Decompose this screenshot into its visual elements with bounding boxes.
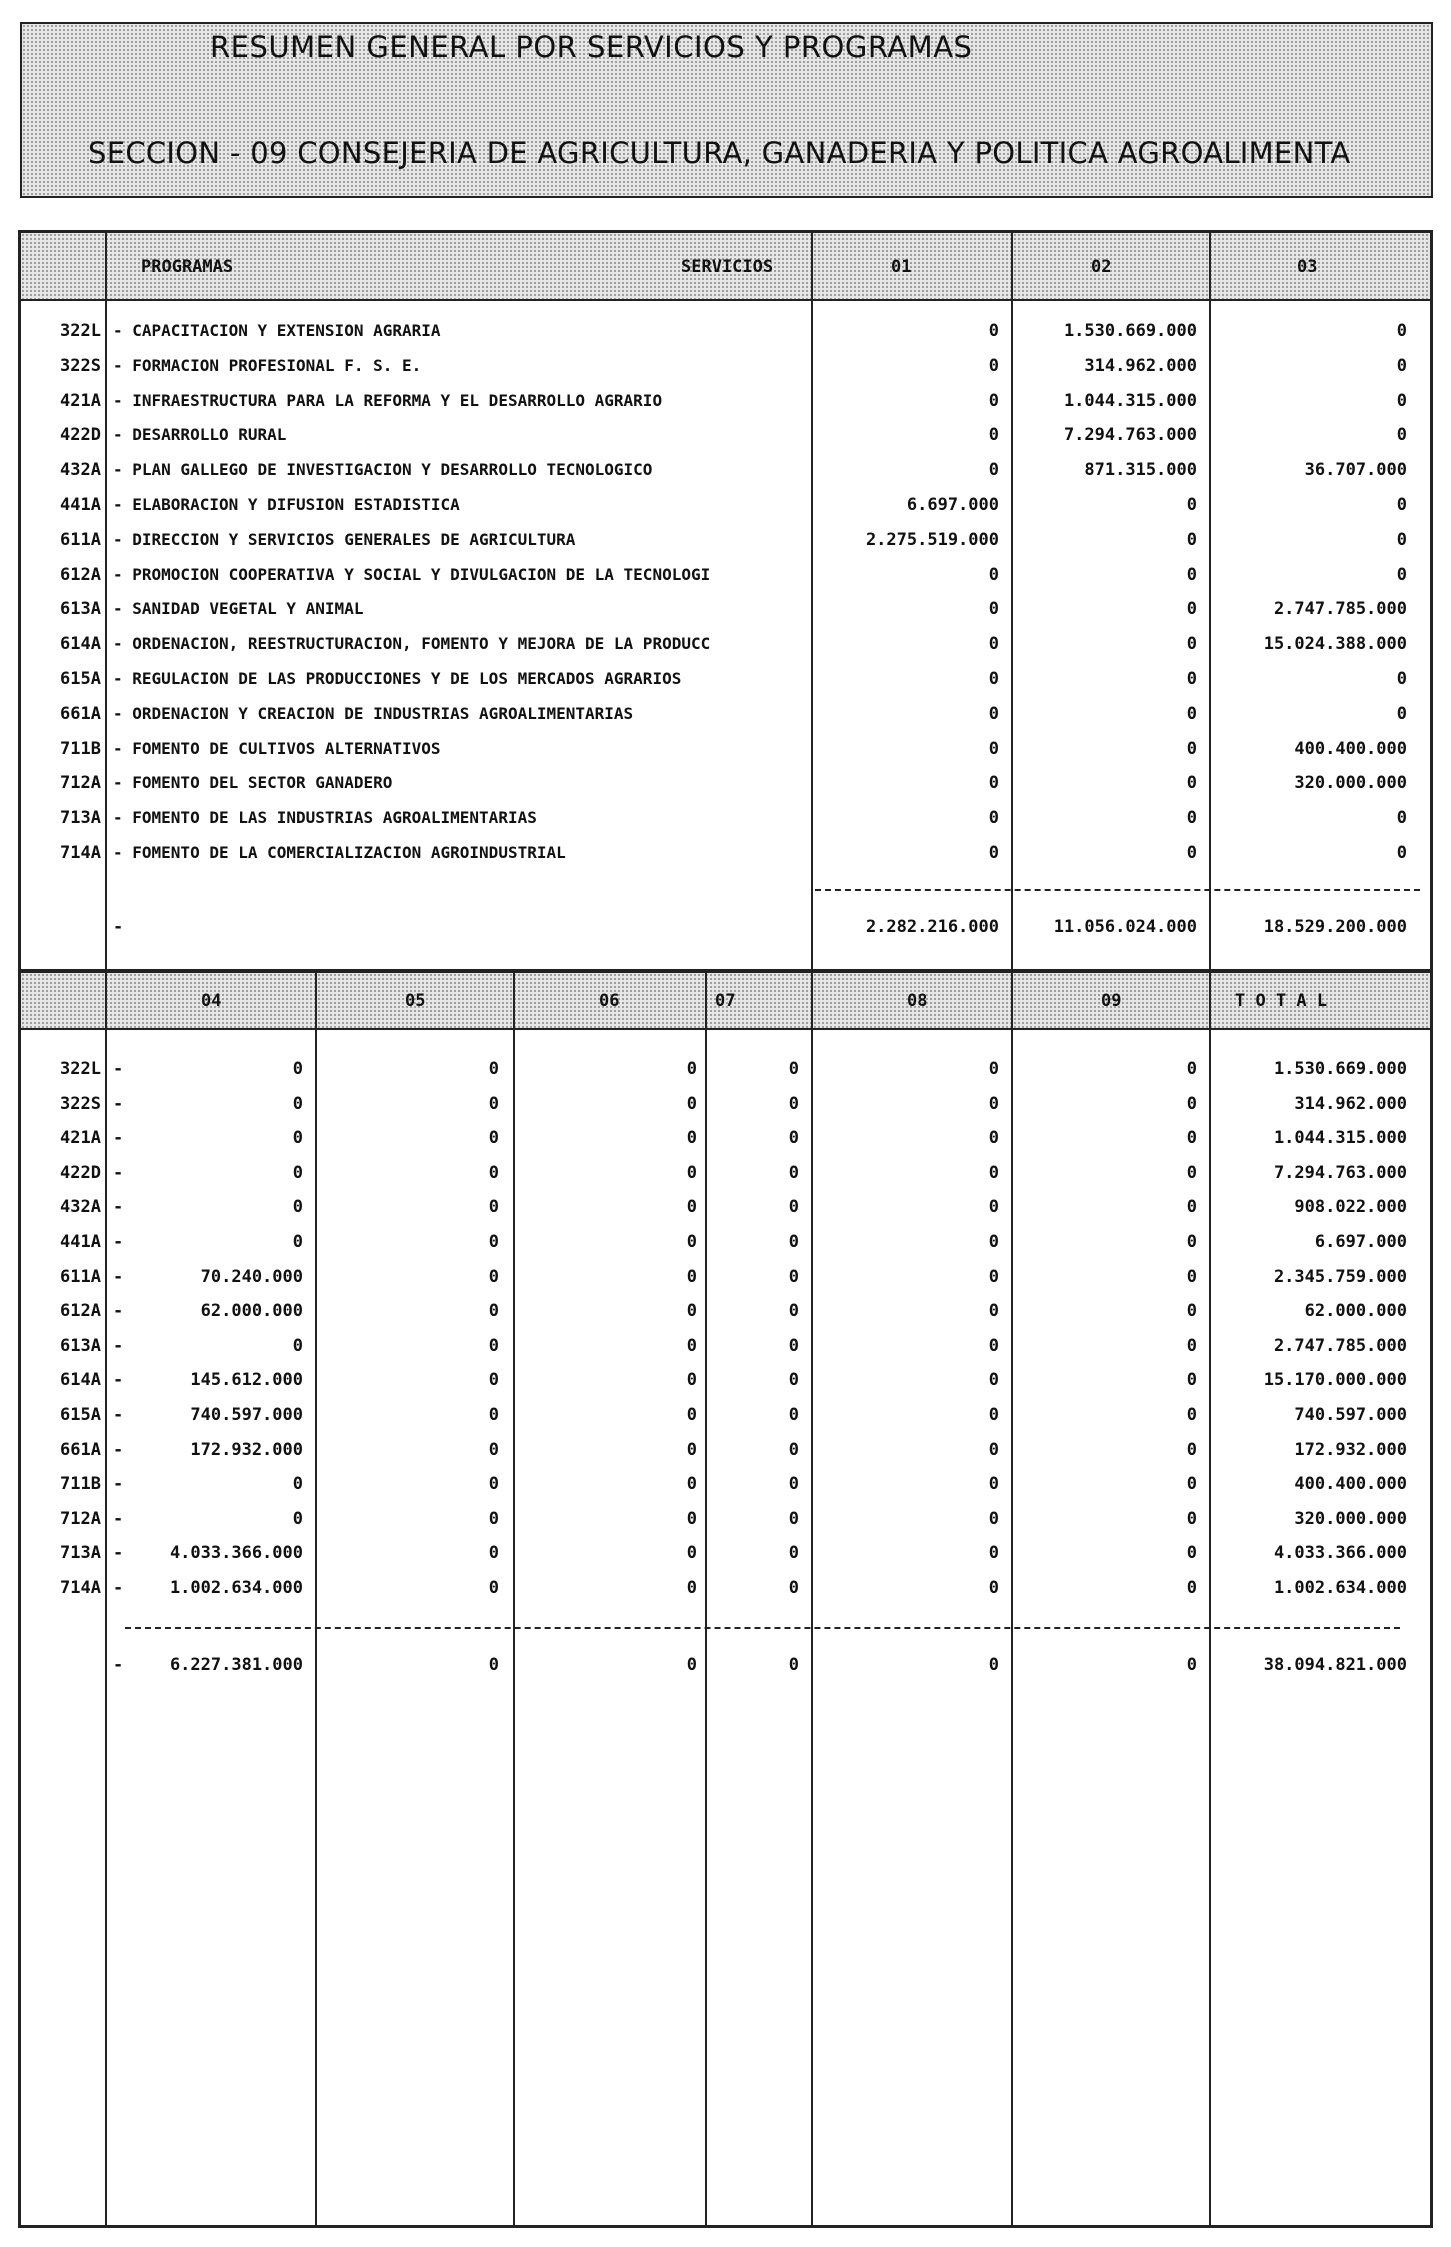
program-code: 441A bbox=[60, 495, 101, 515]
services-table-01-03 bbox=[18, 230, 1433, 972]
column-divider bbox=[1209, 973, 1211, 2225]
program-code: 614A bbox=[60, 634, 101, 655]
row-marker: - bbox=[113, 1578, 124, 1598]
service-07-value: 0 bbox=[788, 1197, 799, 1218]
program-code: 422D bbox=[60, 1162, 101, 1183]
program-code: 432A bbox=[60, 1197, 101, 1218]
service-04-value: 0 bbox=[292, 1162, 303, 1183]
service-01-value: 0 bbox=[988, 703, 999, 724]
service-06-value: 0 bbox=[686, 1162, 697, 1183]
row-total-value: 7.294.763.000 bbox=[1273, 1162, 1407, 1183]
service-08-value: 0 bbox=[988, 1162, 999, 1183]
service-05-value: 0 bbox=[488, 1197, 499, 1218]
service-03-value: 320.000.000 bbox=[1294, 773, 1407, 794]
service-02-value: 0 bbox=[1186, 703, 1197, 724]
column-divider bbox=[1209, 233, 1211, 969]
service-09-value: 0 bbox=[1186, 1335, 1197, 1356]
service-07-value: 0 bbox=[788, 1405, 799, 1425]
service-03-value: 0 bbox=[1396, 669, 1407, 689]
service-08-value: 0 bbox=[988, 1578, 999, 1598]
column-divider bbox=[105, 973, 107, 2225]
service-06-value: 0 bbox=[686, 1266, 697, 1287]
header-service-09: 09 bbox=[1101, 991, 1122, 1011]
service-09-value: 0 bbox=[1186, 1474, 1197, 1495]
total-row-marker: - bbox=[113, 917, 124, 937]
service-01-value: 0 bbox=[988, 773, 999, 794]
program-description: - PROMOCION COOPERATIVA Y SOCIAL Y DIVULGACION DE LA TECNOLOGI bbox=[113, 564, 711, 584]
service-09-value: 0 bbox=[1186, 1370, 1197, 1391]
program-description: - FOMENTO DEL SECTOR GANADERO bbox=[113, 773, 393, 793]
program-code: 421A bbox=[60, 390, 101, 411]
row-marker: - bbox=[113, 1093, 124, 1114]
program-code: 611A bbox=[60, 1266, 101, 1287]
program-code: 322S bbox=[60, 355, 101, 376]
service-09-value: 0 bbox=[1186, 1578, 1197, 1598]
program-description: - ORDENACION, REESTRUCTURACION, FOMENTO Y MEJORA DE LA PRODUCC bbox=[113, 634, 711, 654]
program-code: 661A bbox=[60, 1439, 101, 1460]
grand-total: 38.094.821.000 bbox=[1263, 1655, 1407, 1675]
service-06-value: 0 bbox=[686, 1232, 697, 1252]
program-code: 712A bbox=[60, 773, 101, 794]
total-service-09: 0 bbox=[1186, 1655, 1197, 1675]
service-05-value: 0 bbox=[488, 1162, 499, 1183]
program-description: - ELABORACION Y DIFUSION ESTADISTICA bbox=[113, 495, 460, 514]
program-description: - CAPACITACION Y EXTENSION AGRARIA bbox=[113, 321, 441, 340]
program-description: - INFRAESTRUCTURA PARA LA REFORMA Y EL DESARROLLO AGRARIO bbox=[113, 390, 663, 410]
service-07-value: 0 bbox=[788, 1370, 799, 1391]
program-code: 611A bbox=[60, 529, 101, 550]
row-marker: - bbox=[113, 1128, 124, 1149]
total-separator bbox=[815, 889, 1420, 891]
column-divider bbox=[315, 973, 317, 2225]
header-service-03: 03 bbox=[1297, 257, 1318, 277]
column-divider bbox=[1011, 973, 1013, 2225]
report-title: RESUMEN GENERAL POR SERVICIOS Y PROGRAMAS bbox=[210, 30, 973, 64]
total-row-marker: - bbox=[113, 1655, 124, 1675]
header-service-02: 02 bbox=[1091, 257, 1112, 277]
service-08-value: 0 bbox=[988, 1405, 999, 1425]
header-service-07: 07 bbox=[715, 991, 736, 1011]
service-05-value: 0 bbox=[488, 1370, 499, 1391]
service-02-value: 0 bbox=[1186, 634, 1197, 655]
row-total-value: 15.170.000.000 bbox=[1263, 1370, 1407, 1391]
service-07-value: 0 bbox=[788, 1543, 799, 1564]
header-programas: PROGRAMAS bbox=[141, 257, 234, 277]
program-description: - DESARROLLO RURAL bbox=[113, 425, 287, 445]
service-06-value: 0 bbox=[686, 1370, 697, 1391]
program-code: 432A bbox=[60, 460, 101, 481]
row-marker: - bbox=[113, 1059, 124, 1079]
service-08-value: 0 bbox=[988, 1508, 999, 1529]
service-02-value: 0 bbox=[1186, 599, 1197, 620]
service-05-value: 0 bbox=[488, 1059, 499, 1079]
service-05-value: 0 bbox=[488, 1266, 499, 1287]
service-03-value: 0 bbox=[1396, 703, 1407, 724]
service-01-value: 0 bbox=[988, 843, 999, 863]
service-06-value: 0 bbox=[686, 1093, 697, 1114]
row-total-value: 2.345.759.000 bbox=[1273, 1266, 1407, 1287]
service-05-value: 0 bbox=[488, 1508, 499, 1529]
service-01-value: 0 bbox=[988, 669, 999, 689]
service-02-value: 0 bbox=[1186, 529, 1197, 550]
row-total-value: 1.002.634.000 bbox=[1273, 1578, 1407, 1598]
program-code: 322L bbox=[60, 321, 101, 341]
service-06-value: 0 bbox=[686, 1059, 697, 1079]
program-description: - FOMENTO DE LAS INDUSTRIAS AGROALIMENTARIAS bbox=[113, 808, 537, 828]
service-07-value: 0 bbox=[788, 1162, 799, 1183]
service-07-value: 0 bbox=[788, 1059, 799, 1079]
service-03-value: 0 bbox=[1396, 495, 1407, 515]
service-07-value: 0 bbox=[788, 1301, 799, 1322]
column-divider bbox=[1011, 233, 1013, 969]
service-05-value: 0 bbox=[488, 1232, 499, 1252]
service-07-value: 0 bbox=[788, 1093, 799, 1114]
service-02-value: 1.530.669.000 bbox=[1063, 321, 1197, 341]
report-title-box bbox=[20, 22, 1433, 198]
service-03-value: 36.707.000 bbox=[1304, 460, 1407, 481]
service-08-value: 0 bbox=[988, 1197, 999, 1218]
service-09-value: 0 bbox=[1186, 1439, 1197, 1460]
services-table-04-total bbox=[18, 970, 1433, 2228]
row-total-value: 4.033.366.000 bbox=[1273, 1543, 1407, 1564]
header-servicios: SERVICIOS bbox=[681, 257, 774, 277]
service-09-value: 0 bbox=[1186, 1266, 1197, 1287]
row-total-value: 172.932.000 bbox=[1294, 1439, 1407, 1460]
service-03-value: 0 bbox=[1396, 564, 1407, 585]
service-08-value: 0 bbox=[988, 1439, 999, 1460]
row-marker: - bbox=[113, 1162, 124, 1183]
program-code: 712A bbox=[60, 1508, 101, 1529]
row-total-value: 320.000.000 bbox=[1294, 1508, 1407, 1529]
service-03-value: 0 bbox=[1396, 529, 1407, 550]
header-service-04: 04 bbox=[201, 991, 222, 1011]
service-02-value: 0 bbox=[1186, 495, 1197, 515]
program-code: 711B bbox=[60, 738, 101, 759]
service-08-value: 0 bbox=[988, 1059, 999, 1079]
column-divider bbox=[811, 973, 813, 2225]
service-04-value: 0 bbox=[292, 1232, 303, 1252]
service-08-value: 0 bbox=[988, 1232, 999, 1252]
service-03-value: 15.024.388.000 bbox=[1263, 634, 1407, 655]
header-total: T O T A L bbox=[1235, 991, 1328, 1011]
service-06-value: 0 bbox=[686, 1543, 697, 1564]
service-06-value: 0 bbox=[686, 1335, 697, 1356]
service-09-value: 0 bbox=[1186, 1405, 1197, 1425]
total-service-02: 11.056.024.000 bbox=[1053, 917, 1197, 937]
service-02-value: 0 bbox=[1186, 738, 1197, 759]
service-09-value: 0 bbox=[1186, 1128, 1197, 1149]
service-01-value: 0 bbox=[988, 599, 999, 620]
service-05-value: 0 bbox=[488, 1543, 499, 1564]
service-03-value: 0 bbox=[1396, 390, 1407, 411]
program-code: 613A bbox=[60, 1335, 101, 1356]
service-04-value: 0 bbox=[292, 1128, 303, 1149]
service-05-value: 0 bbox=[488, 1128, 499, 1149]
service-04-value: 1.002.634.000 bbox=[169, 1578, 303, 1598]
total-service-01: 2.282.216.000 bbox=[865, 917, 999, 937]
service-01-value: 0 bbox=[988, 738, 999, 759]
row-total-value: 908.022.000 bbox=[1294, 1197, 1407, 1218]
service-03-value: 2.747.785.000 bbox=[1273, 599, 1407, 620]
program-description: - FOMENTO DE LA COMERCIALIZACION AGROINDUSTRIAL bbox=[113, 843, 566, 862]
program-description: - DIRECCION Y SERVICIOS GENERALES DE AGRICULTURA bbox=[113, 529, 576, 549]
column-divider bbox=[811, 233, 813, 969]
program-code: 714A bbox=[60, 843, 101, 863]
service-04-value: 0 bbox=[292, 1474, 303, 1495]
service-07-value: 0 bbox=[788, 1266, 799, 1287]
service-04-value: 0 bbox=[292, 1093, 303, 1114]
service-07-value: 0 bbox=[788, 1508, 799, 1529]
service-01-value: 0 bbox=[988, 355, 999, 376]
row-marker: - bbox=[113, 1266, 124, 1287]
service-02-value: 0 bbox=[1186, 808, 1197, 829]
service-04-value: 740.597.000 bbox=[190, 1405, 303, 1425]
row-marker: - bbox=[113, 1405, 124, 1425]
total-service-08: 0 bbox=[988, 1655, 999, 1675]
service-07-value: 0 bbox=[788, 1128, 799, 1149]
row-total-value: 400.400.000 bbox=[1294, 1474, 1407, 1495]
service-06-value: 0 bbox=[686, 1474, 697, 1495]
program-code: 614A bbox=[60, 1370, 101, 1391]
service-05-value: 0 bbox=[488, 1405, 499, 1425]
header-service-08: 08 bbox=[907, 991, 928, 1011]
service-08-value: 0 bbox=[988, 1335, 999, 1356]
service-08-value: 0 bbox=[988, 1128, 999, 1149]
service-04-value: 62.000.000 bbox=[200, 1301, 303, 1322]
program-code: 615A bbox=[60, 669, 101, 689]
service-03-value: 0 bbox=[1396, 355, 1407, 376]
program-code: 711B bbox=[60, 1474, 101, 1495]
service-07-value: 0 bbox=[788, 1335, 799, 1356]
program-code: 422D bbox=[60, 425, 101, 446]
row-total-value: 314.962.000 bbox=[1294, 1093, 1407, 1114]
program-code: 612A bbox=[60, 564, 101, 585]
row-marker: - bbox=[113, 1197, 124, 1218]
program-code: 441A bbox=[60, 1232, 101, 1252]
row-marker: - bbox=[113, 1232, 124, 1252]
service-09-value: 0 bbox=[1186, 1162, 1197, 1183]
service-01-value: 0 bbox=[988, 634, 999, 655]
service-09-value: 0 bbox=[1186, 1197, 1197, 1218]
program-description: - FORMACION PROFESIONAL F. S. E. bbox=[113, 355, 422, 375]
service-04-value: 145.612.000 bbox=[190, 1370, 303, 1391]
total-service-06: 0 bbox=[686, 1655, 697, 1675]
row-total-value: 62.000.000 bbox=[1304, 1301, 1407, 1322]
program-code: 713A bbox=[60, 808, 101, 829]
program-description: - ORDENACION Y CREACION DE INDUSTRIAS AGROALIMENTARIAS bbox=[113, 703, 634, 723]
total-service-05: 0 bbox=[488, 1655, 499, 1675]
service-03-value: 0 bbox=[1396, 425, 1407, 446]
service-07-value: 0 bbox=[788, 1232, 799, 1252]
service-01-value: 0 bbox=[988, 390, 999, 411]
program-code: 713A bbox=[60, 1543, 101, 1564]
row-total-value: 740.597.000 bbox=[1294, 1405, 1407, 1425]
row-total-value: 1.530.669.000 bbox=[1273, 1059, 1407, 1079]
program-code: 612A bbox=[60, 1301, 101, 1322]
total-service-07: 0 bbox=[788, 1655, 799, 1675]
service-05-value: 0 bbox=[488, 1474, 499, 1495]
service-09-value: 0 bbox=[1186, 1508, 1197, 1529]
service-05-value: 0 bbox=[488, 1335, 499, 1356]
service-01-value: 0 bbox=[988, 808, 999, 829]
program-description: - REGULACION DE LAS PRODUCCIONES Y DE LOS MERCADOS AGRARIOS bbox=[113, 669, 682, 688]
total-service-04: 6.227.381.000 bbox=[169, 1655, 303, 1675]
program-description: - SANIDAD VEGETAL Y ANIMAL bbox=[113, 599, 364, 619]
row-marker: - bbox=[113, 1335, 124, 1356]
service-05-value: 0 bbox=[488, 1578, 499, 1598]
program-code: 421A bbox=[60, 1128, 101, 1149]
service-01-value: 0 bbox=[988, 425, 999, 446]
service-08-value: 0 bbox=[988, 1301, 999, 1322]
service-09-value: 0 bbox=[1186, 1059, 1197, 1079]
row-total-value: 2.747.785.000 bbox=[1273, 1335, 1407, 1356]
row-marker: - bbox=[113, 1301, 124, 1322]
row-marker: - bbox=[113, 1543, 124, 1564]
service-05-value: 0 bbox=[488, 1439, 499, 1460]
service-06-value: 0 bbox=[686, 1508, 697, 1529]
column-divider bbox=[105, 233, 107, 969]
program-code: 615A bbox=[60, 1405, 101, 1425]
service-05-value: 0 bbox=[488, 1301, 499, 1322]
service-09-value: 0 bbox=[1186, 1301, 1197, 1322]
service-04-value: 70.240.000 bbox=[200, 1266, 303, 1287]
service-01-value: 2.275.519.000 bbox=[865, 529, 999, 550]
service-02-value: 0 bbox=[1186, 773, 1197, 794]
service-03-value: 0 bbox=[1396, 808, 1407, 829]
row-marker: - bbox=[113, 1474, 124, 1495]
service-02-value: 314.962.000 bbox=[1084, 355, 1197, 376]
service-02-value: 1.044.315.000 bbox=[1063, 390, 1197, 411]
service-07-value: 0 bbox=[788, 1578, 799, 1598]
service-03-value: 400.400.000 bbox=[1294, 738, 1407, 759]
service-04-value: 4.033.366.000 bbox=[169, 1543, 303, 1564]
service-07-value: 0 bbox=[788, 1474, 799, 1495]
service-08-value: 0 bbox=[988, 1093, 999, 1114]
service-06-value: 0 bbox=[686, 1128, 697, 1149]
section-title: SECCION - 09 CONSEJERIA DE AGRICULTURA, GANADERIA Y POLITICA AGROALIMENTA bbox=[88, 136, 1351, 170]
service-06-value: 0 bbox=[686, 1301, 697, 1322]
service-01-value: 0 bbox=[988, 321, 999, 341]
service-07-value: 0 bbox=[788, 1439, 799, 1460]
service-08-value: 0 bbox=[988, 1474, 999, 1495]
service-02-value: 0 bbox=[1186, 843, 1197, 863]
service-08-value: 0 bbox=[988, 1543, 999, 1564]
program-code: 322S bbox=[60, 1093, 101, 1114]
row-total-value: 6.697.000 bbox=[1314, 1232, 1407, 1252]
total-service-03: 18.529.200.000 bbox=[1263, 917, 1407, 937]
service-03-value: 0 bbox=[1396, 321, 1407, 341]
service-09-value: 0 bbox=[1186, 1093, 1197, 1114]
service-06-value: 0 bbox=[686, 1578, 697, 1598]
service-01-value: 6.697.000 bbox=[906, 495, 999, 515]
program-description: - PLAN GALLEGO DE INVESTIGACION Y DESARROLLO TECNOLOGICO bbox=[113, 460, 653, 480]
service-01-value: 0 bbox=[988, 460, 999, 481]
program-code: 613A bbox=[60, 599, 101, 620]
total-separator bbox=[125, 1627, 1400, 1629]
service-04-value: 0 bbox=[292, 1508, 303, 1529]
program-code: 714A bbox=[60, 1578, 101, 1598]
service-08-value: 0 bbox=[988, 1266, 999, 1287]
program-description: - FOMENTO DE CULTIVOS ALTERNATIVOS bbox=[113, 738, 441, 758]
program-code: 661A bbox=[60, 703, 101, 724]
column-divider bbox=[513, 973, 515, 2225]
service-02-value: 7.294.763.000 bbox=[1063, 425, 1197, 446]
row-marker: - bbox=[113, 1508, 124, 1529]
service-09-value: 0 bbox=[1186, 1232, 1197, 1252]
service-05-value: 0 bbox=[488, 1093, 499, 1114]
service-04-value: 0 bbox=[292, 1059, 303, 1079]
header-service-01: 01 bbox=[891, 257, 912, 277]
row-marker: - bbox=[113, 1370, 124, 1391]
service-04-value: 172.932.000 bbox=[190, 1439, 303, 1460]
row-total-value: 1.044.315.000 bbox=[1273, 1128, 1407, 1149]
service-02-value: 871.315.000 bbox=[1084, 460, 1197, 481]
row-marker: - bbox=[113, 1439, 124, 1460]
service-04-value: 0 bbox=[292, 1335, 303, 1356]
service-09-value: 0 bbox=[1186, 1543, 1197, 1564]
column-divider bbox=[705, 973, 707, 2225]
service-02-value: 0 bbox=[1186, 669, 1197, 689]
service-06-value: 0 bbox=[686, 1405, 697, 1425]
service-01-value: 0 bbox=[988, 564, 999, 585]
service-04-value: 0 bbox=[292, 1197, 303, 1218]
service-03-value: 0 bbox=[1396, 843, 1407, 863]
header-service-05: 05 bbox=[405, 991, 426, 1011]
header-service-06: 06 bbox=[599, 991, 620, 1011]
service-08-value: 0 bbox=[988, 1370, 999, 1391]
service-06-value: 0 bbox=[686, 1439, 697, 1460]
service-02-value: 0 bbox=[1186, 564, 1197, 585]
service-06-value: 0 bbox=[686, 1197, 697, 1218]
program-code: 322L bbox=[60, 1059, 101, 1079]
